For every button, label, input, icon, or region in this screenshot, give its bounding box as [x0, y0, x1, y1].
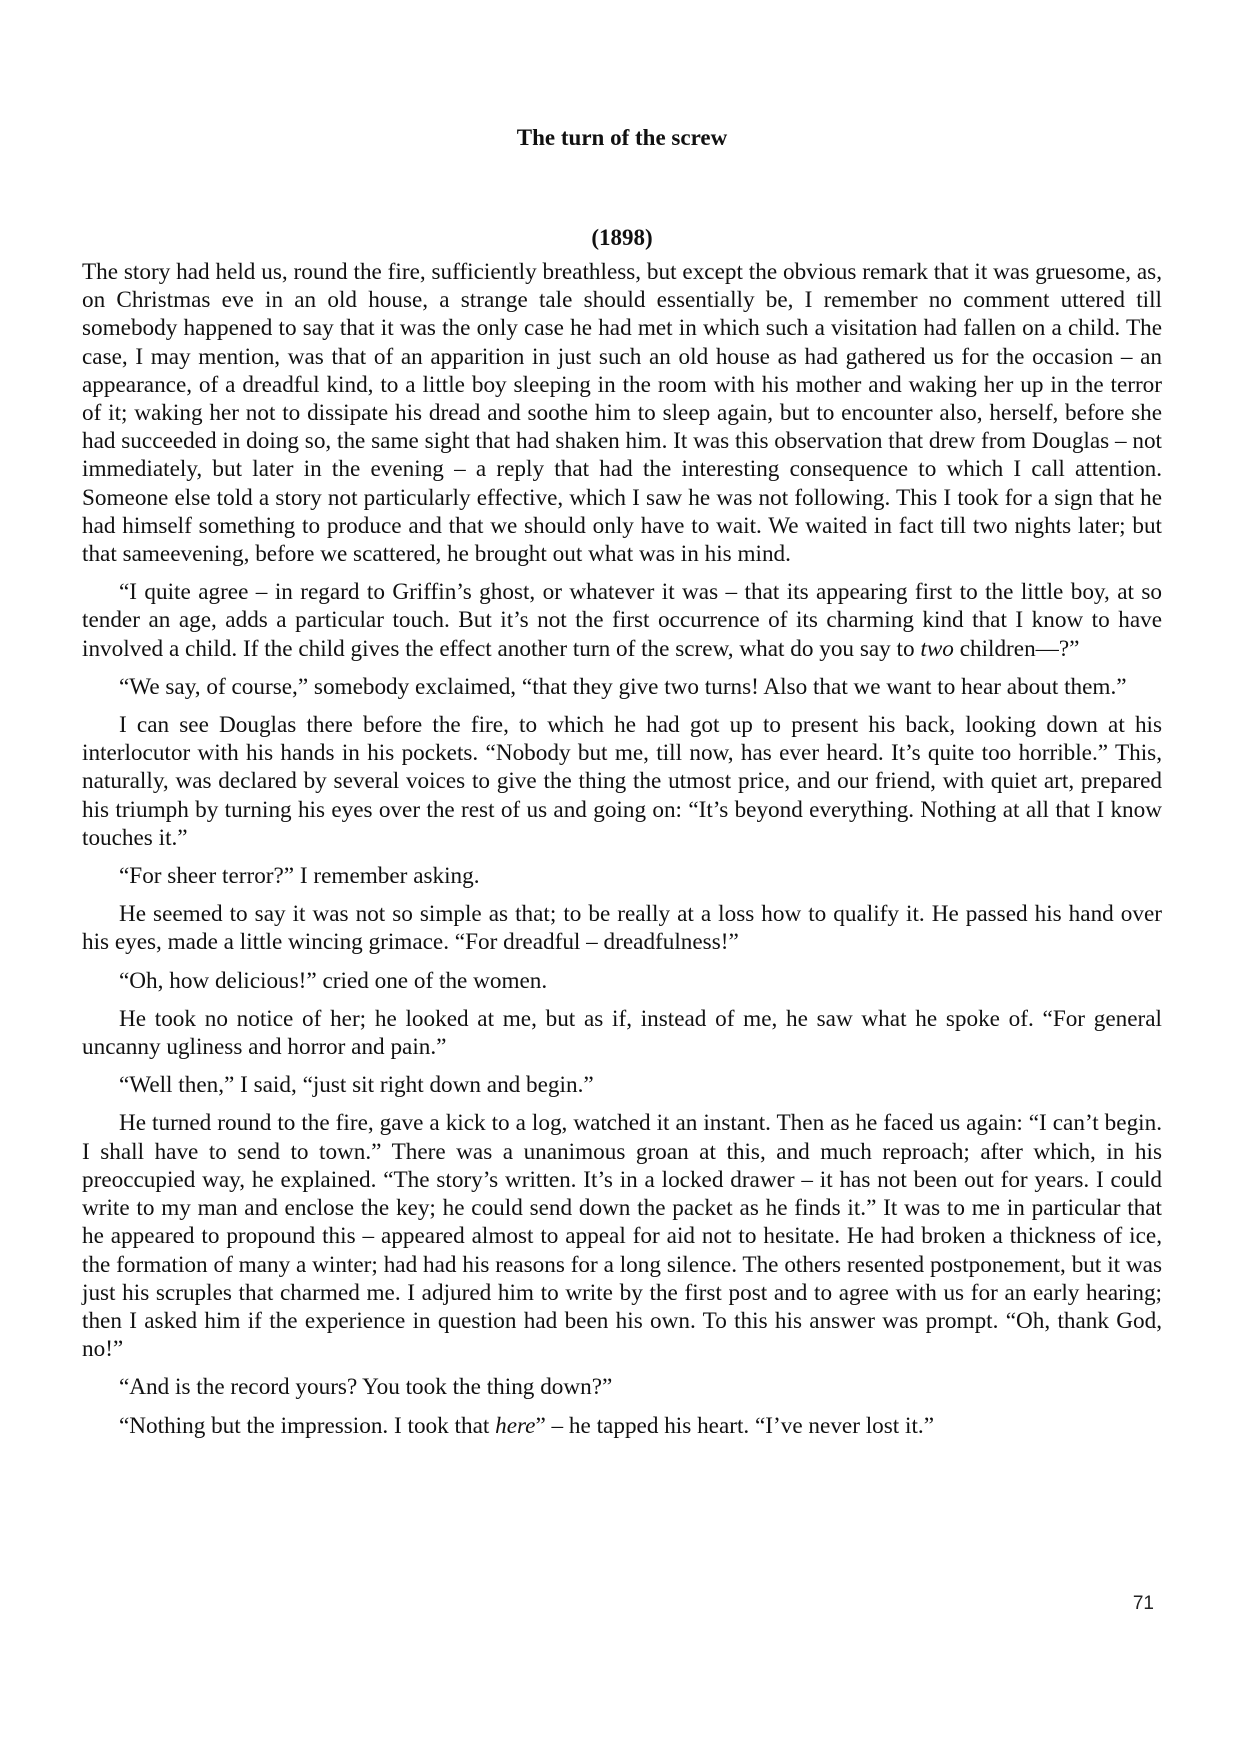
paragraph-12-part-2: ” – he tapped his heart. “I’ve never lost it.”	[535, 1412, 934, 1439]
paragraph-2	[82, 578, 1162, 663]
paragraph-2-part-1: “I quite agree – in regard to Griffin’s ghost, or whatever it was – that its appearing first to the little boy, at so tender an age, adds a particular touch. But it’s not the first occurrence of its charming kind that I know to have involved a child. If the child gives the effect another turn of the screw, what do you say to	[82, 579, 1162, 662]
paragraph-12	[82, 1412, 1162, 1440]
paragraph-3: “We say, of course,” somebody exclaimed, “that they give two turns! Also that we want to hear about them.”	[119, 673, 1127, 700]
paragraph-6: He seemed to say it was not so simple as that; to be really at a loss how to qualify it. He passed his hand over his eyes, made a little wincing grimace. “For dreadful – dreadfulness!”	[82, 901, 1162, 956]
paragraph-12-italic: here	[495, 1412, 536, 1439]
paragraph-2-italic: two	[920, 635, 954, 662]
paragraph-5: “For sheer terror?” I remember asking.	[119, 863, 480, 890]
paragraph-2-part-2: children—?”	[953, 635, 1080, 662]
document-body	[82, 258, 1162, 1450]
paragraph-7: “Oh, how delicious!” cried one of the women.	[119, 967, 548, 994]
document-title: The turn of the screw	[516, 125, 728, 150]
paragraph-8: He took no notice of her; he looked at me, but as if, instead of me, he saw what he spoke of. “For general uncanny ugliness and horror and pain.”	[82, 1005, 1162, 1061]
paragraph-12-part-1: “Nothing but the impression. I took that	[119, 1412, 496, 1439]
paragraph-1: The story had held us, round the fire, sufficiently breathless, but except the obvious remark that it was gruesome, as, on Christmas eve in an old house, a strange tale should essentially be, I remember no comment uttered till somebody happened to say that it was the only case he had met in which such a visitation had fallen on a child. The case, I may mention, was that of an apparition in just such an old house as had gathered us for the occasion – an appearance, of a dreadful kind, to a little boy sleeping in the room with his mother and waking her up in the terror of it; waking her not to dissipate his dread and soothe him to sleep again, but to encounter also, herself, before she had succeeded in doing so, the same sight that had shaken him. It was this observation that drew from Douglas – not immediately, but later in the evening – a reply that had the interesting consequence to which I call attention. Someone else told a story not particularly effective, which I saw he was not following. This I took for a sign that he had himself something to produce and that we should only have to wait. We waited in fact till two nights later; but that sameevening, before we scattered, he brought out what was in his mind.	[82, 259, 1162, 568]
paragraph-9: “Well then,” I said, “just sit right down and begin.”	[119, 1072, 594, 1099]
paragraph-4: I can see Douglas there before the fire, to which he had got up to present his back, looking down at his interlocutor with his hands in his pockets. “Nobody but me, till now, has ever heard. It’s quite too horrible.” This, naturally, was declared by several voices to give the thing the utmost price, and our friend, with quiet art, prepared his triumph by turning his eyes over the rest of us and going on: “It’s beyond everything. Nothing at all that I know touches it.”	[82, 712, 1162, 851]
paragraph-10: He turned round to the fire, gave a kick to a log, watched it an instant. Then as he faced us again: “I can’t begin. I shall have to send to town.” There was a unanimous groan at this, and much reproach; after which, in his preoccupied way, he explained. “The story’s written. It’s in a locked drawer – it has not been out for years. I could write to my man and enclose the key; he could send down the packet as he finds it.” It was to me in particular that he appeared to propound this – appeared almost to appeal for aid not to hesitate. He had broken a thickness of ice, the formation of many a winter; had had his reasons for a long silence. The others resented postponement, but it was just his scruples that charmed me. I adjured him to write by the first post and to agree with us for an early hearing; then I asked him if the experience in question had been his own. To this his answer was prompt. “Oh, thank God, no!”	[82, 1110, 1162, 1363]
document-year: (1898)	[591, 225, 653, 250]
paragraph-11: “And is the record yours? You took the thing down?”	[119, 1374, 613, 1401]
page-number: 71	[1132, 1593, 1154, 1614]
document-page	[82, 0, 1162, 1755]
